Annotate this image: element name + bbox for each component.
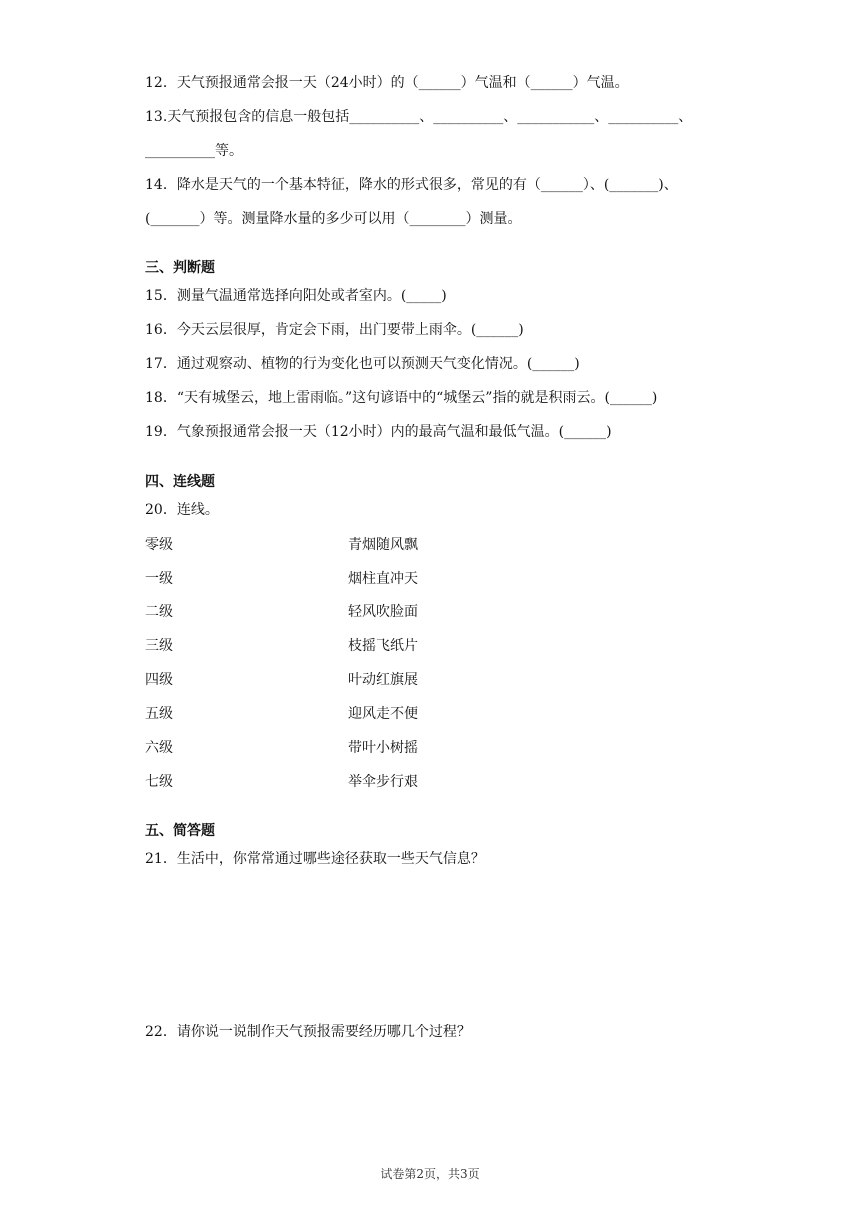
question-13-line1: 13.天气预报包含的信息一般包括__________、__________、___________、__________、	[145, 109, 693, 125]
section-heading-short-answer: 五、简答题	[145, 823, 215, 839]
question-14-line1: 14．降水是天气的一个基本特征，降水的形式很多，常见的有（______）、(_______)、	[145, 177, 678, 193]
match-right-item: 带叶小树摇	[348, 740, 418, 756]
match-right-item: 青烟随风飘	[348, 537, 418, 553]
match-left-item: 五级	[145, 706, 173, 722]
match-left-item: 一级	[145, 571, 173, 587]
match-left-item: 零级	[145, 537, 173, 553]
match-left-item: 三级	[145, 638, 173, 654]
section-heading-matching: 四、连线题	[145, 474, 215, 490]
match-right-item: 枝摇飞纸片	[348, 638, 418, 654]
section-heading-judge: 三、判断题	[145, 260, 215, 276]
match-right-item: 叶动红旗展	[348, 672, 418, 688]
page-footer: 试卷第2页，共3页	[380, 1167, 480, 1181]
question-14-line2: (_______）等。测量降水量的多少可以用（________）测量。	[145, 211, 522, 227]
question-20: 20．连线。	[145, 502, 219, 518]
question-13-line2: __________等。	[145, 143, 243, 159]
match-left-item: 二级	[145, 604, 173, 620]
match-left-item: 六级	[145, 740, 173, 756]
question-12: 12．天气预报通常会报一天（24小时）的（______）气温和（______）气温。	[145, 75, 629, 91]
question-18: 18．“天有城堡云，地上雷雨临。”这句谚语中的“城堡云”指的就是积雨云。(______)	[145, 390, 658, 406]
match-right-item: 迎风走不便	[348, 706, 418, 722]
question-17: 17．通过观察动、植物的行为变化也可以预测天气变化情况。(______)	[145, 356, 580, 372]
question-16: 16．今天云层很厚，肯定会下雨，出门要带上雨伞。(______)	[145, 322, 524, 338]
question-19: 19．气象预报通常会报一天（12小时）内的最高气温和最低气温。(______)	[145, 424, 612, 440]
match-left-item: 四级	[145, 672, 173, 688]
match-left-item: 七级	[145, 774, 173, 790]
match-right-item: 烟柱直冲天	[348, 571, 418, 587]
question-15: 15．测量气温通常选择向阳处或者室内。(_____)	[145, 288, 447, 304]
question-22: 22．请你说一说制作天气预报需要经历哪几个过程？	[145, 1024, 471, 1040]
match-right-item: 举伞步行艰	[348, 774, 418, 790]
match-right-item: 轻风吹脸面	[348, 604, 418, 620]
question-21: 21．生活中，你常常通过哪些途径获取一些天气信息？	[145, 851, 485, 867]
